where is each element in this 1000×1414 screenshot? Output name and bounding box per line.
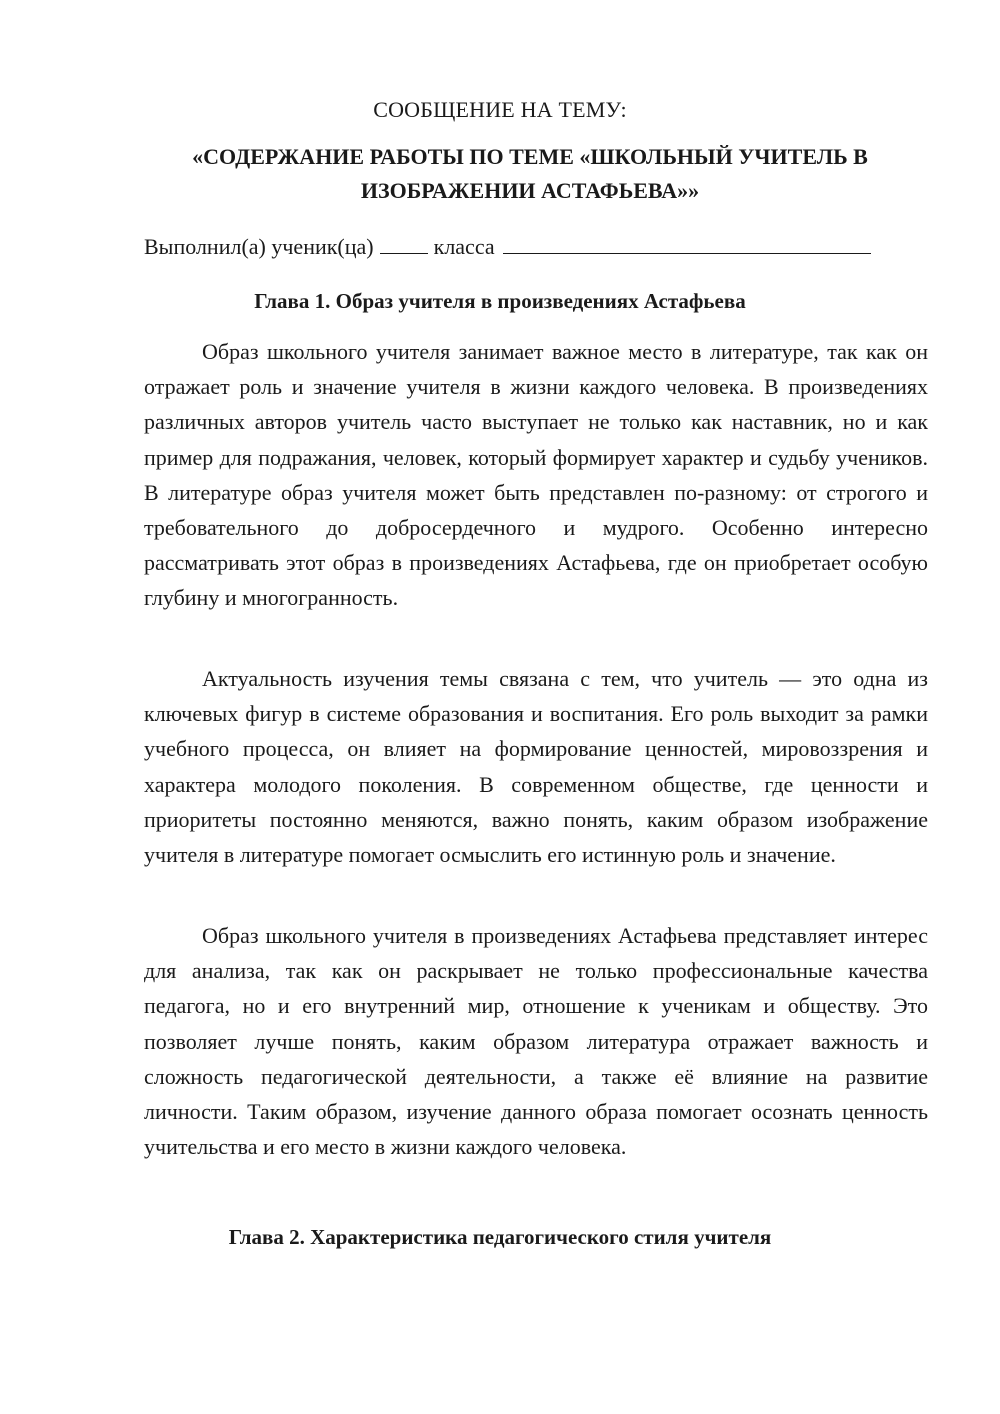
author-line xyxy=(144,231,934,262)
document-title: «СОДЕРЖАНИЕ РАБОТЫ ПО ТЕМЕ «ШКОЛЬНЫЙ УЧИТЕЛЬ В ИЗОБРАЖЕНИИ АСТАФЬЕВА»» xyxy=(192,144,868,203)
class-label: класса xyxy=(433,234,495,259)
chapter-1-paragraph-3: Образ школьного учителя в произведениях Астафьева представляет интерес для анализа, так как он раскрывает не только профессиональные качества педагога, но и его внутренний мир, отношение к ученикам и обществу. Это позволяет лучше понять, каким образом литература отражает важность и сложность педагогической деятельности, а также её влияние на развитие личности. Таким образом, изучение данного образа помогает осознать ценность учительства и его место в жизни каждого человека. xyxy=(144,923,928,1160)
class-number-blank xyxy=(380,231,428,254)
chapter-1-heading: Глава 1. Образ учителя в произведениях Астафьева xyxy=(254,289,746,313)
chapter-2-heading: Глава 2. Характеристика педагогического стиля учителя xyxy=(228,1225,772,1249)
topic-label: СООБЩЕНИЕ НА ТЕМУ: xyxy=(373,97,627,122)
student-name-blank xyxy=(503,231,871,254)
chapter-1-paragraph-1: Образ школьного учителя занимает важное место в литературе, так как он отражает роль и значение учителя в жизни каждого человека. В произведениях различных авторов учитель часто выступает не только как наставник, но и как пример для подражания, человек, который формирует характер и судьбу учеников. В литературе образ учителя может быть представлен по-разному: от строгого и требовательного до добросердечного и мудрого. Особенно интересно рассматривать этот образ в произведениях Астафьева, где он приобретает особую глубину и многогранность. xyxy=(144,339,928,611)
performed-by-label: Выполнил(а) ученик(ца) xyxy=(144,234,374,259)
chapter-1-paragraph-2: Актуальность изучения темы связана с тем, что учитель — это одна из ключевых фигур в системе образования и воспитания. Его роль выходит за рамки учебного процесса, он влияет на формирование ценностей, мировоззрения и характера молодого поколения. В современном обществе, где ценности и приоритеты постоянно меняются, важно понять, каким образом изображение учителя в литературе помогает осмыслить его истинную роль и значение. xyxy=(144,666,928,868)
